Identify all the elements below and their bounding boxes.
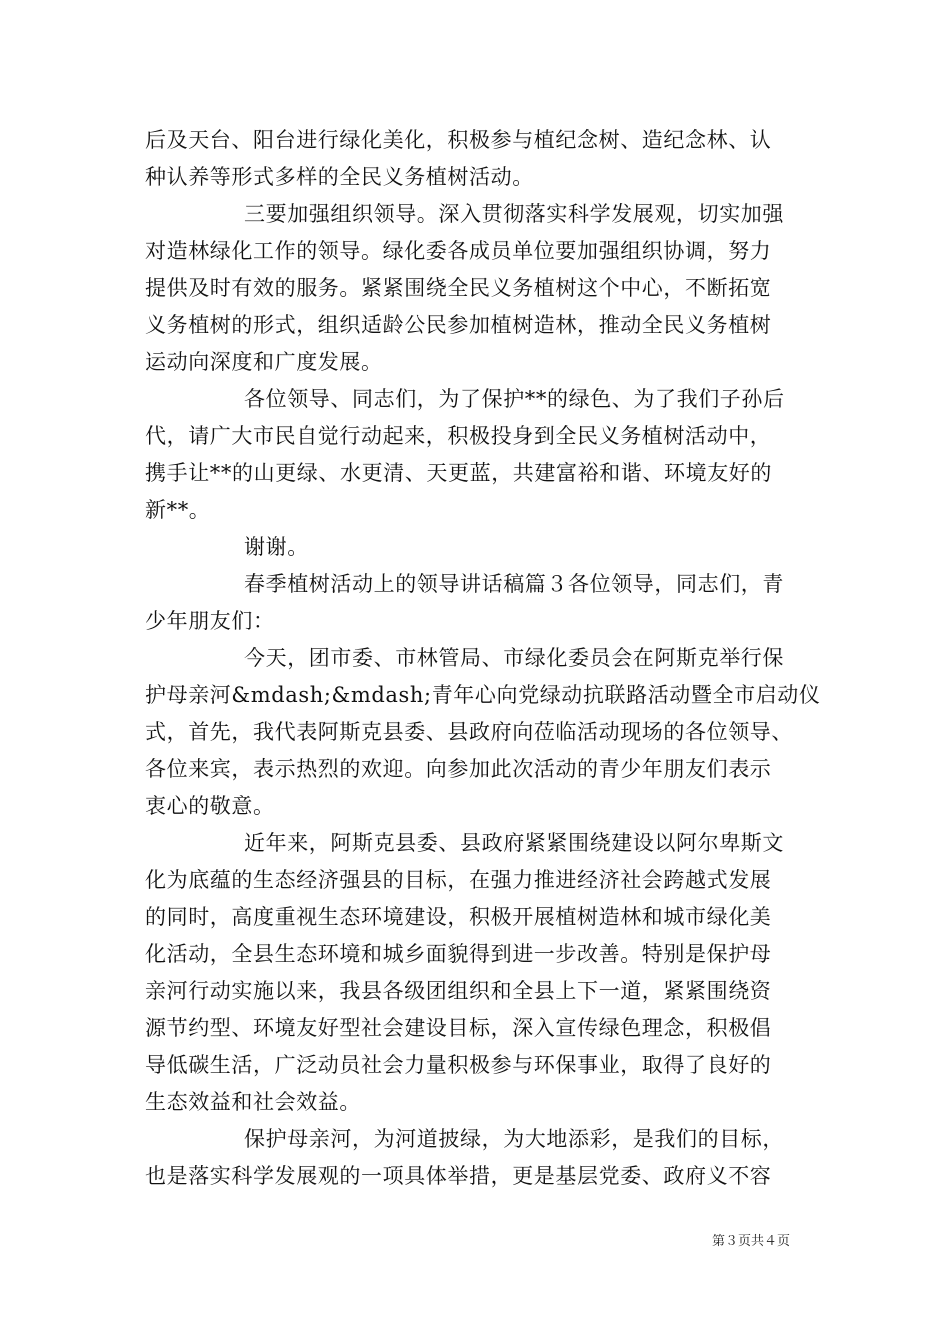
text-line: 各位来宾，表示热烈的欢迎。向参加此次活动的青少年朋友们表示	[145, 757, 772, 781]
text-line: 化活动，全县生态环境和城乡面貌得到进一步改善。特别是保护母	[145, 942, 772, 966]
page-number: 第３页共４页	[712, 1234, 791, 1249]
text-line: 携手让**的山更绿、水更清、天更蓝，共建富裕和谐、环境友好的	[145, 461, 772, 485]
paragraph-start-line: 春季植树活动上的领导讲话稿篇３各位领导，同志们，青	[244, 572, 784, 596]
text-line: 护母亲河&mdash;&mdash;青年心向党绿动抗联路活动暨全市启动仪	[145, 683, 821, 707]
text-line: 式，首先，我代表阿斯克县委、县政府向莅临活动现场的各位领导、	[145, 720, 793, 744]
text-line: 的同时，高度重视生态环境建设，积极开展植树造林和城市绿化美	[145, 905, 772, 929]
text-line: 源节约型、环境友好型社会建设目标，深入宣传绿色理念，积极倡	[145, 1016, 772, 1040]
paragraph-start-line: 三要加强组织领导。深入贯彻落实科学发展观，切实加强	[244, 202, 784, 226]
text-line: 对造林绿化工作的领导。绿化委各成员单位要加强组织协调，努力	[145, 239, 772, 263]
paragraph-start-line: 今天，团市委、市林管局、市绿化委员会在阿斯克举行保	[244, 646, 784, 670]
paragraph-start-line: 谢谢。	[244, 535, 309, 559]
text-line: 代，请广大市民自觉行动起来，积极投身到全民义务植树活动中，	[145, 424, 772, 448]
text-line: 种认养等形式多样的全民义务植树活动。	[145, 165, 534, 189]
text-line: 化为底蕴的生态经济强县的目标，在强力推进经济社会跨越式发展	[145, 868, 772, 892]
paragraph-start-line: 各位领导、同志们，为了保护**的绿色、为了我们子孙后	[244, 387, 785, 411]
text-line: 运动向深度和广度发展。	[145, 350, 383, 374]
text-line: 新**。	[145, 498, 211, 522]
text-line: 亲河行动实施以来，我县各级团组织和全县上下一道，紧紧围绕资	[145, 979, 772, 1003]
text-line: 也是落实科学发展观的一项具体举措，更是基层党委、政府义不容	[145, 1164, 772, 1188]
text-line: 导低碳生活，广泛动员社会力量积极参与环保事业，取得了良好的	[145, 1053, 772, 1077]
text-line: 提供及时有效的服务。紧紧围绕全民义务植树这个中心，不断拓宽	[145, 276, 772, 300]
text-line: 义务植树的形式，组织适龄公民参加植树造林，推动全民义务植树	[145, 313, 772, 337]
paragraph-start-line: 保护母亲河，为河道披绿，为大地添彩，是我们的目标，	[244, 1127, 784, 1151]
paragraph-start-line: 近年来，阿斯克县委、县政府紧紧围绕建设以阿尔卑斯文	[244, 831, 784, 855]
text-line: 少年朋友们：	[145, 609, 275, 633]
text-line: 生态效益和社会效益。	[145, 1090, 361, 1114]
text-line: 后及天台、阳台进行绿化美化，积极参与植纪念树、造纪念林、认	[145, 128, 772, 152]
text-line: 衷心的敬意。	[145, 794, 275, 818]
